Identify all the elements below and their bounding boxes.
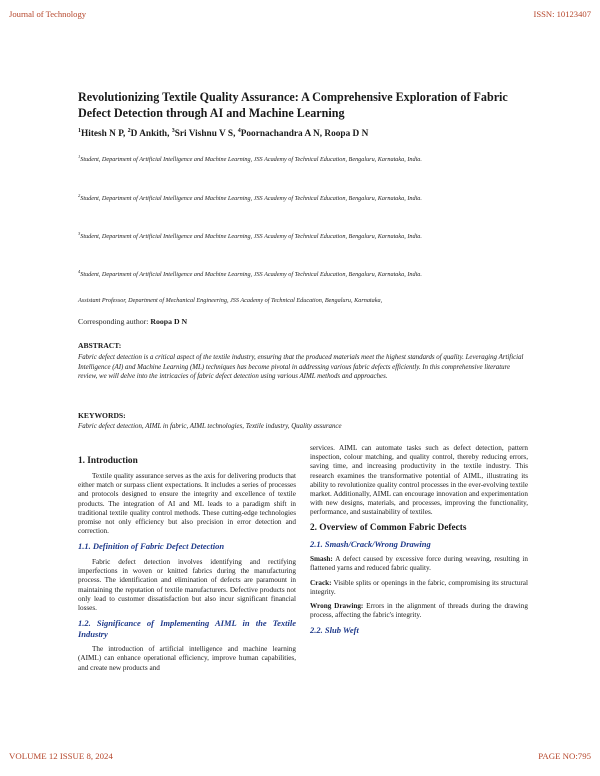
- defect-entry: [310, 579, 528, 597]
- author-name: Hitesh N P,: [81, 129, 128, 140]
- journal-name: Journal of Technology: [9, 9, 87, 19]
- section-1-heading: 1. Introduction: [78, 456, 138, 466]
- right-column: [310, 444, 528, 642]
- affiliation-sup: 3: [78, 231, 81, 236]
- section-2-heading: 2. Overview of Common Fabric Defects: [310, 522, 467, 533]
- paper-title: Revolutionizing Textile Quality Assurance: A Comprehensive Exploration of Fabric Defect Detection through AI and Machine Learning: [78, 90, 508, 120]
- affiliation-text: Student, Department of Artificial Intelligence and Machine Learning, JSS Academy of Technical Education, Bengaluru, Karnataka, India.: [80, 271, 422, 279]
- corresponding-author: [78, 317, 187, 326]
- defect-entry: [310, 555, 528, 573]
- author-name: D Ankith,: [130, 129, 172, 140]
- affiliation-1: [78, 152, 528, 164]
- author-sup: 3: [171, 128, 175, 134]
- defect-description: Visible splits or openings in the fabric, compromising its structural integrity.: [310, 578, 528, 596]
- author-sup: 4: [237, 128, 241, 134]
- keywords-text: Fabric defect detection, AIML in fabric, AIML technologies, Textile industry, Quality assurance: [78, 423, 342, 430]
- affiliation-sup: 1: [78, 154, 81, 159]
- affiliation-text: Student, Department of Artificial Intelligence and Machine Learning, JSS Academy of Technical Education, Bengaluru, Karnataka, India.: [80, 195, 422, 203]
- author-name: Sri Vishnu V S,: [174, 129, 238, 140]
- section-2-2-heading: 2.2. Slub Weft: [310, 625, 359, 636]
- affiliation-text: Assistant Professor, Department of Mechanical Engineering, JSS Academy of Technical Education, Bengaluru, Karnataka,: [78, 297, 383, 304]
- section-1-1-paragraph: Fabric defect detection involves identifying and rectifying imperfections in woven or knitted fabrics during the manufacturing process. The identification and elimination of defects are paramount in maintaining the reputation of textile manufacturers. Defective products not only lead to customer dissatisfaction but also incur significant financial losses.: [78, 557, 296, 612]
- defect-term: Crack:: [310, 578, 332, 587]
- author-list: [78, 128, 368, 139]
- defect-term: Smash:: [310, 555, 333, 564]
- affiliation-2: [78, 191, 528, 203]
- affiliation-3: [78, 229, 528, 241]
- author-sup: 1: [78, 128, 81, 134]
- defect-entry: [310, 602, 528, 620]
- affiliation-text: Student, Department of Artificial Intelligence and Machine Learning, JSS Academy of Technical Education, Bengaluru, Karnataka, India.: [80, 156, 422, 164]
- affiliation-4: [78, 267, 528, 279]
- affiliation-sup: 4: [78, 269, 81, 274]
- keywords-heading: KEYWORDS:: [78, 411, 126, 420]
- defect-term: Wrong Drawing:: [310, 601, 364, 610]
- defect-description: Errors in the alignment of threads during the drawing process, affecting the fabric's integrity.: [310, 601, 528, 620]
- affiliation-text: Student, Department of Artificial Intelligence and Machine Learning, JSS Academy of Technical Education, Bengaluru, Karnataka, India.: [80, 233, 422, 241]
- issn: ISSN: 10123407: [533, 9, 591, 19]
- section-1-2-paragraph: The introduction of artificial intelligence and machine learning (AIML) can enhance operational efficiency, improve human capabilities, and create new products and: [78, 645, 296, 672]
- affiliation-5: [78, 296, 528, 305]
- author-name: Poornachandra A N, Roopa D N: [240, 129, 369, 140]
- author-sup: 2: [127, 128, 131, 134]
- left-column: [78, 456, 296, 678]
- corresponding-label: Corresponding author:: [78, 317, 151, 326]
- section-1-2-heading: 1.2. Significance of Implementing AIML in the Textile Industry: [78, 618, 296, 639]
- page-number: PAGE NO:795: [538, 751, 591, 761]
- abstract-heading: ABSTRACT:: [78, 341, 122, 350]
- volume-info: VOLUME 12 ISSUE 8, 2024: [9, 751, 113, 761]
- section-1-paragraph: Textile quality assurance serves as the axis for delivering products that either match or surpass client expectations. It includes a series of processes and protocols designed to ensure the integrity and excellence of textile products. The integration of AI and ML leads to a paradigm shift in traditional textile quality control methods. These cutting-edge technologies promise not only efficiency but also precision in error detection and correction.: [78, 472, 296, 536]
- abstract-text: Fabric defect detection is a critical aspect of the textile industry, ensuring that the produced materials meet the highest standards of quality. Leveraging Artificial Intelligence (AI) and Machine Learning (ML) techniques has become pivotal in addressing various fabric defects efficiently. In this comprehensive literature review, we will delve into the intricacies of fabric defect detection using various AIML methods and approaches.: [78, 354, 524, 381]
- section-1-1-heading: 1.1. Definition of Fabric Defect Detection: [78, 541, 225, 552]
- affiliation-sup: 2: [78, 193, 81, 198]
- section-2-1-heading: 2.1. Smash/Crack/Wrong Drawing: [310, 538, 431, 549]
- defect-description: A defect caused by excessive force during weaving, resulting in flattened yarns and reduced fabric quality.: [310, 555, 528, 573]
- corresponding-name: Roopa D N: [150, 317, 188, 326]
- section-1-2-continuation: services. AIML can automate tasks such as defect detection, pattern inspection, colour matching, and quality control, thereby reducing errors, saving time, and increasing productivity in the textile industry. This research examines the transformative potential of AIML, illustrating its ability to revolutionize quality control processes in the ever-evolving textile market. Additionally, AIML can encourage innovation and experimentation with new designs, materials, and processes, improving the functionality, performance, and sustainability of textiles.: [310, 444, 529, 517]
